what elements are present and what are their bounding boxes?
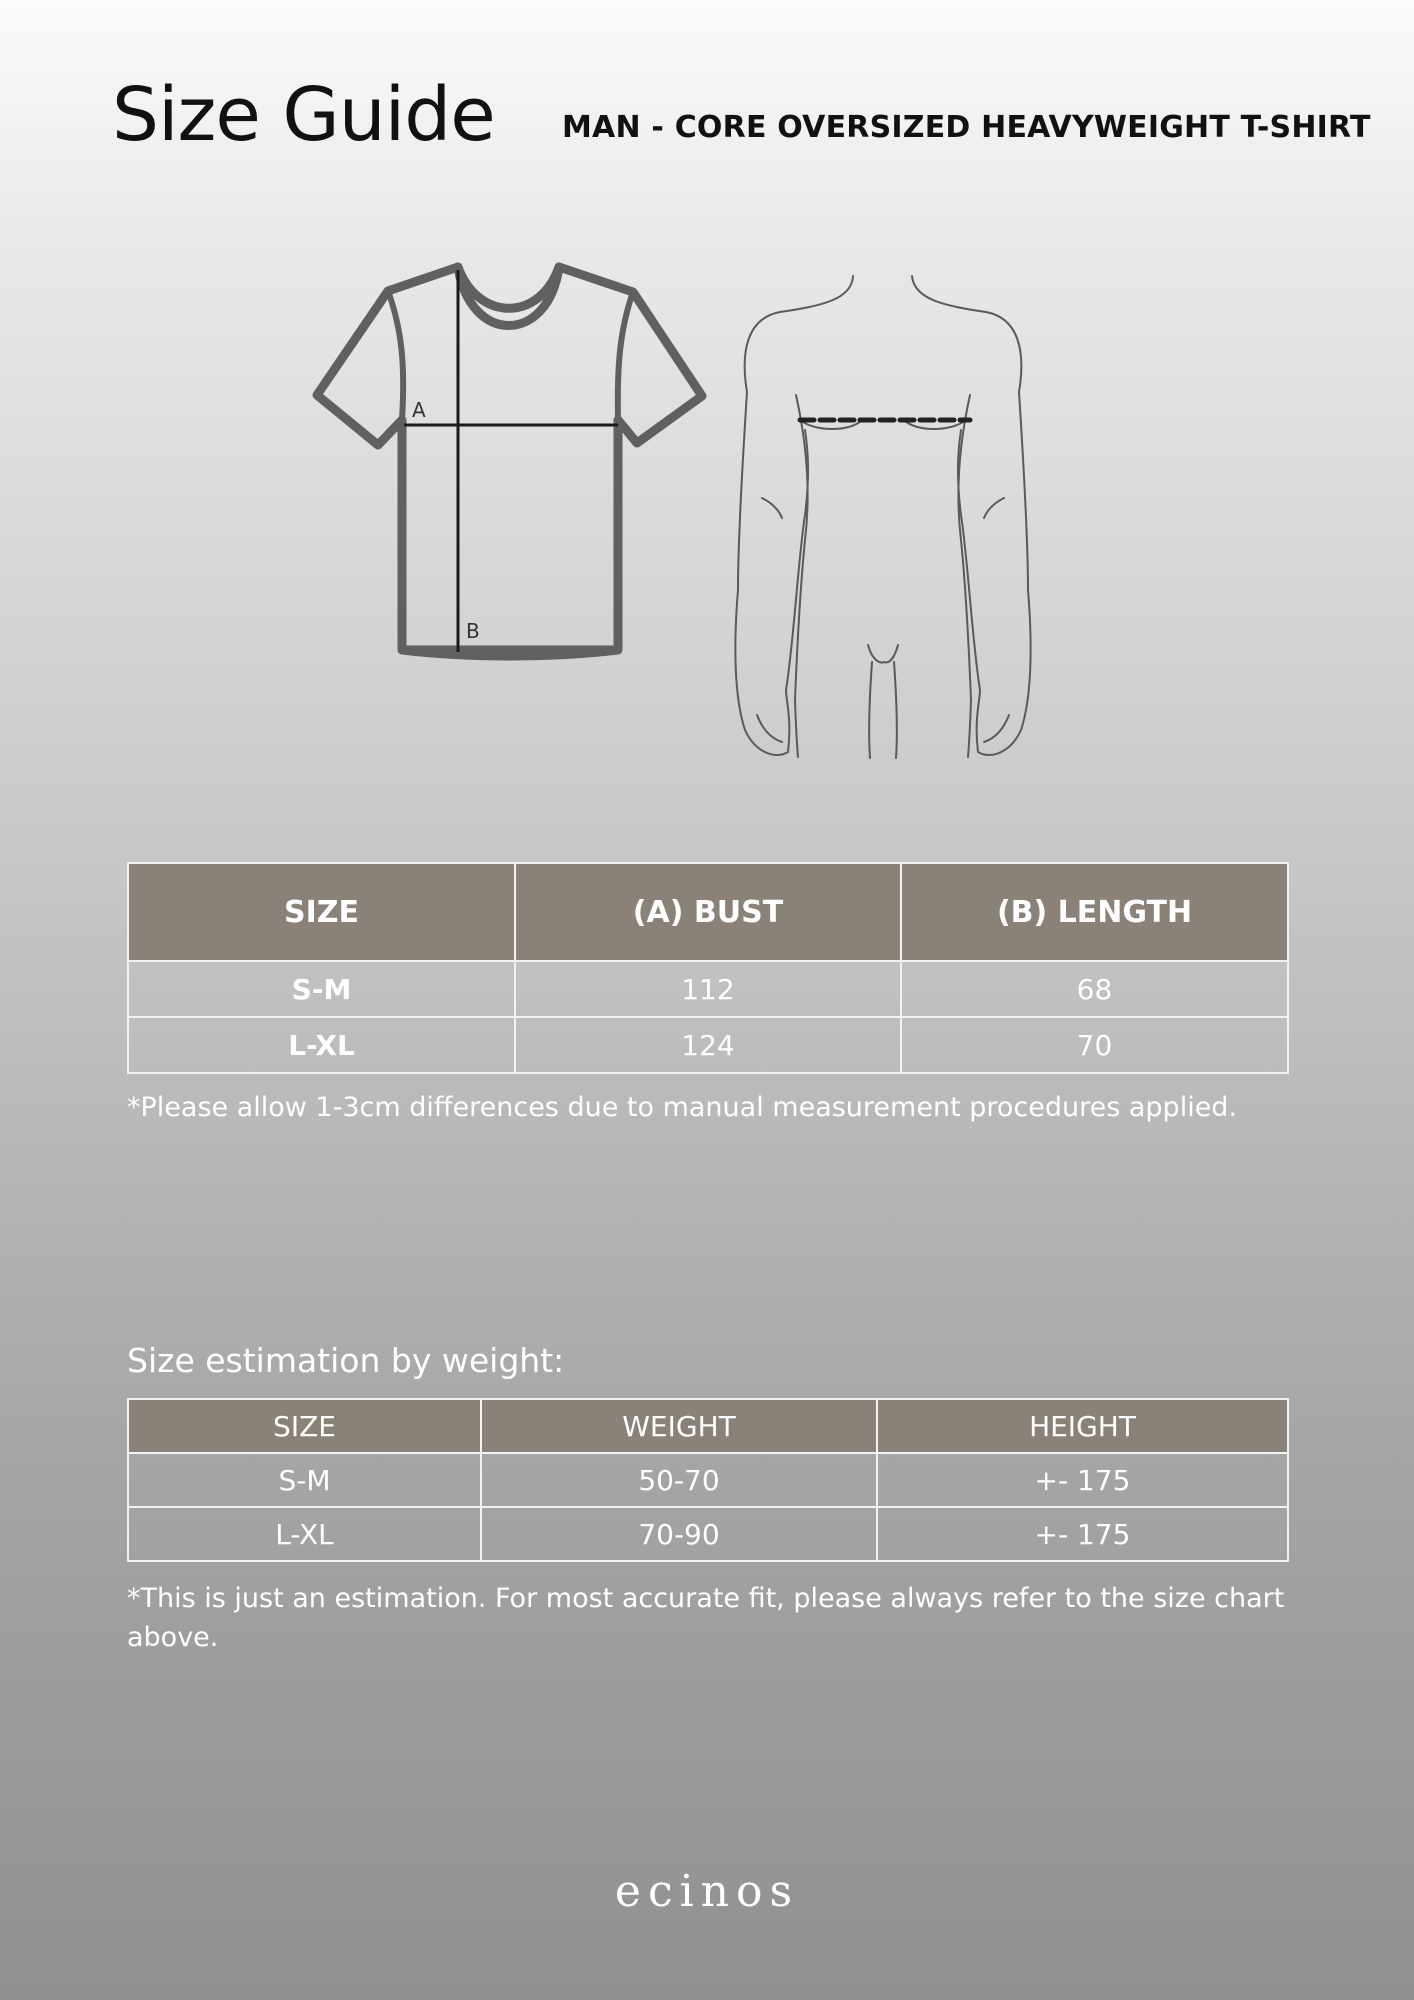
table-row — [128, 1453, 1288, 1507]
table-header-row — [128, 1399, 1288, 1453]
table-row — [128, 1507, 1288, 1561]
weight-section-heading: Size estimation by weight: — [127, 1341, 565, 1380]
weight-header: WEIGHT — [481, 1399, 877, 1453]
tshirt-measurement-icon — [317, 267, 702, 656]
table-row — [128, 1017, 1288, 1073]
length-header: (B) LENGTH — [901, 863, 1288, 961]
size-chart-table — [127, 862, 1289, 1074]
body-chest-measurement-icon — [735, 276, 1030, 758]
weight-cell: 70-90 — [481, 1507, 877, 1561]
brand-logo: ecinos — [614, 1866, 800, 1917]
measurement-illustrations — [0, 0, 1414, 800]
weight-cell: 50-70 — [481, 1453, 877, 1507]
table-header-row — [128, 863, 1288, 961]
table-row — [128, 961, 1288, 1017]
length-cell: 68 — [901, 961, 1288, 1017]
measurement-note: *Please allow 1-3cm differences due to manual measurement procedures applied. — [127, 1092, 1238, 1123]
size-cell: L-XL — [128, 1017, 515, 1073]
bust-cell: 124 — [515, 1017, 901, 1073]
length-cell: 70 — [901, 1017, 1288, 1073]
height-header: HEIGHT — [877, 1399, 1288, 1453]
size-cell: L-XL — [128, 1507, 481, 1561]
size-cell: S-M — [128, 961, 515, 1017]
weight-chart-table — [127, 1398, 1289, 1562]
size-header: SIZE — [128, 1399, 481, 1453]
measure-label-a: A — [412, 398, 426, 422]
bust-cell: 112 — [515, 961, 901, 1017]
size-cell: S-M — [128, 1453, 481, 1507]
estimation-note: *This is just an estimation. For most accurate fit, please always refer to the size chart above. — [127, 1583, 1285, 1653]
height-cell: +- 175 — [877, 1507, 1288, 1561]
measure-label-b: B — [466, 619, 480, 643]
product-name: MAN - CORE OVERSIZED HEAVYWEIGHT T-SHIRT — [562, 110, 1371, 145]
page-title: Size Guide — [112, 72, 495, 158]
height-cell: +- 175 — [877, 1453, 1288, 1507]
size-header: SIZE — [128, 863, 515, 961]
bust-header: (A) BUST — [515, 863, 901, 961]
